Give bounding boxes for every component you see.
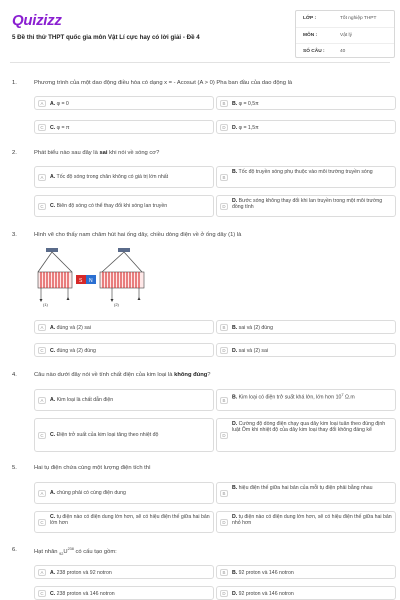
option-text: A. đúng và (2) sai <box>50 325 91 331</box>
right-coil-label: (2) <box>114 302 119 307</box>
option-4d[interactable] <box>216 418 396 452</box>
option-4a[interactable] <box>34 389 214 411</box>
option-text: C. Biên độ sóng có thể thay đổi khi sóng lan truyền <box>50 203 168 209</box>
option-2c[interactable] <box>34 195 214 217</box>
meta-row-class <box>296 11 394 27</box>
option-6d[interactable] <box>216 586 396 600</box>
option-1c[interactable] <box>34 120 214 134</box>
question-text: Câu nào dưới đây nói về tính chất điện của kim loại là không đúng? <box>34 372 211 378</box>
meta-label: SỐ CÂU : <box>303 49 325 54</box>
option-2a[interactable] <box>34 166 214 188</box>
question-number: 3. <box>12 232 17 238</box>
question-number: 2. <box>12 150 17 156</box>
right-string <box>124 252 142 272</box>
option-letter: D <box>220 519 228 526</box>
option-letter: B <box>220 324 228 331</box>
right-coil-assembly <box>100 248 144 307</box>
option-text: B. sai và (2) đúng <box>232 325 273 331</box>
option-6a[interactable] <box>34 565 214 579</box>
left-string <box>52 252 72 272</box>
option-text: C. Điện trở suất của kim loại tăng theo nhiệt độ <box>50 432 159 438</box>
option-text: D. sai và (2) sai <box>232 348 269 354</box>
meta-value: Tốt nghiệp THPT <box>340 16 377 21</box>
option-text: A. Kim loại là chất dẫn điện <box>50 397 114 403</box>
option-letter: C <box>38 432 46 439</box>
option-2b[interactable] <box>216 166 396 188</box>
option-5b[interactable] <box>216 482 396 504</box>
left-coil-label: (1) <box>43 302 48 307</box>
magnet-n-label: N <box>89 278 93 284</box>
header-divider <box>10 62 390 63</box>
coil-magnet-figure <box>32 246 182 308</box>
option-5c[interactable] <box>34 511 214 533</box>
quizizz-logo: Quizizz <box>12 12 62 29</box>
question-number: 5. <box>12 465 17 471</box>
option-letter: A <box>38 174 46 181</box>
option-5a[interactable] <box>34 482 214 504</box>
option-letter: A <box>38 490 46 497</box>
meta-label: MÔN : <box>303 33 318 38</box>
option-letter: C <box>38 203 46 210</box>
right-ceiling-mount <box>118 248 130 252</box>
option-2d[interactable] <box>216 195 396 217</box>
option-text: C. tụ điện nào có điện dung lớn hơn, sẽ có hiệu điện thế giữa hai bản lớn hơn <box>50 514 210 527</box>
left-coil <box>38 272 72 288</box>
option-letter: B <box>220 397 228 404</box>
option-text: B. Kim loại có điện trở suất khá lớn, lớn hơn $10^7$ Ω.m <box>232 392 355 401</box>
question-text: Hai tụ điện chứa cùng một lượng điện tích thì <box>34 465 151 471</box>
option-text: A. Tốc độ sóng trong chân không có giá trị lớn nhất <box>50 174 169 180</box>
option-letter: D <box>220 432 228 439</box>
option-letter: A <box>38 324 46 331</box>
meta-value: Vật lý <box>340 33 352 38</box>
question-number: 6. <box>12 547 17 553</box>
option-text: D. 92 proton và 146 notron <box>232 591 294 597</box>
option-letter: D <box>220 203 228 210</box>
option-3b[interactable] <box>216 320 396 334</box>
option-letter: D <box>220 347 228 354</box>
option-3d[interactable] <box>216 343 396 357</box>
question-number: 4. <box>12 372 17 378</box>
option-5d[interactable] <box>216 511 396 533</box>
option-letter: B <box>220 490 228 497</box>
question-number: 1. <box>12 80 17 86</box>
option-text: D. Cường độ dòng điện chạy qua dây kim loại tuân theo đúng định luật Ôm khi nhiệt độ của dây kim loại thay đổi không đáng kể <box>232 421 386 434</box>
option-text: C. 238 proton và 146 notron <box>50 591 115 597</box>
option-3a[interactable] <box>34 320 214 334</box>
option-6c[interactable] <box>34 586 214 600</box>
option-text: C. đúng và (2) đúng <box>50 348 96 354</box>
option-letter: C <box>38 519 46 526</box>
meta-row-subject <box>296 27 394 43</box>
question-text: Phương trình của một dao động điều hòa có dạng x = - Acosωt (A > 0) Pha ban đầu của dao động là <box>34 80 293 86</box>
option-letter: C <box>38 590 46 597</box>
option-1d[interactable] <box>216 120 396 134</box>
magnet-s-label: S <box>79 278 83 284</box>
option-text: B. φ = 0,5π <box>232 101 259 107</box>
option-letter: D <box>220 124 228 131</box>
option-letter: D <box>220 590 228 597</box>
option-text: A. 238 proton và 92 notron <box>50 570 112 576</box>
meta-label: LỚP : <box>303 16 317 21</box>
option-text: C. φ = π <box>50 125 70 131</box>
option-text: A. chúng phải có cùng điện dung <box>50 490 126 496</box>
option-6b[interactable] <box>216 565 396 579</box>
right-string <box>102 252 124 272</box>
question-text: Phát biểu nào sau đây là sai khi nói về sóng cơ? <box>34 150 160 156</box>
option-letter: A <box>38 569 46 576</box>
option-1b[interactable] <box>216 96 396 110</box>
option-letter: A <box>38 100 46 107</box>
option-3c[interactable] <box>34 343 214 357</box>
option-letter: C <box>38 347 46 354</box>
option-text: B. 92 proton và 146 notron <box>232 570 294 576</box>
arrow-up-icon <box>67 297 70 300</box>
document-title: 5 Đề thi thử THPT quốc gia môn Vật Lí cực hay có lời giải - Đề 4 <box>12 34 200 41</box>
meta-value: 40 <box>340 49 346 54</box>
option-text: D. Bước sóng không thay đổi khi lan truyền trong một môi trường đồng tính <box>232 198 383 211</box>
meta-row-count <box>296 43 394 59</box>
option-letter: A <box>38 397 46 404</box>
left-ceiling-mount <box>46 248 58 252</box>
option-text: B. hiệu điện thế giữa hai bản của mỗi tụ điện phải bằng nhau <box>232 485 373 491</box>
option-1a[interactable] <box>34 96 214 110</box>
arrow-up-icon <box>138 297 141 300</box>
option-4b[interactable] <box>216 389 396 411</box>
left-string <box>38 252 52 272</box>
question-text: Hạt nhân $_{92}U^{238}$ có cấu tạo gồm: <box>34 547 117 557</box>
left-coil-assembly <box>38 248 72 307</box>
option-letter: B <box>220 174 228 181</box>
question-text: Hình vẽ cho thấy nam châm hút hai ống dây, chiều dòng điện về ở ống dây (1) là <box>34 232 242 238</box>
meta-info-box <box>295 10 395 58</box>
option-text: D. φ = 1,5π <box>232 125 259 131</box>
option-4c[interactable] <box>34 418 214 452</box>
right-coil <box>100 272 144 288</box>
option-text: D. tụ điện nào có điện dung lớn hơn, sẽ có hiệu điện thế giữa hai bản nhỏ hơn <box>232 514 392 527</box>
option-letter: B <box>220 100 228 107</box>
option-letter: B <box>220 569 228 576</box>
option-letter: C <box>38 124 46 131</box>
option-text: A. φ = 0 <box>50 101 69 107</box>
option-text: B. Tốc độ truyền sóng phụ thuộc vào môi trường truyền sóng <box>232 169 373 175</box>
bar-magnet <box>76 275 96 284</box>
